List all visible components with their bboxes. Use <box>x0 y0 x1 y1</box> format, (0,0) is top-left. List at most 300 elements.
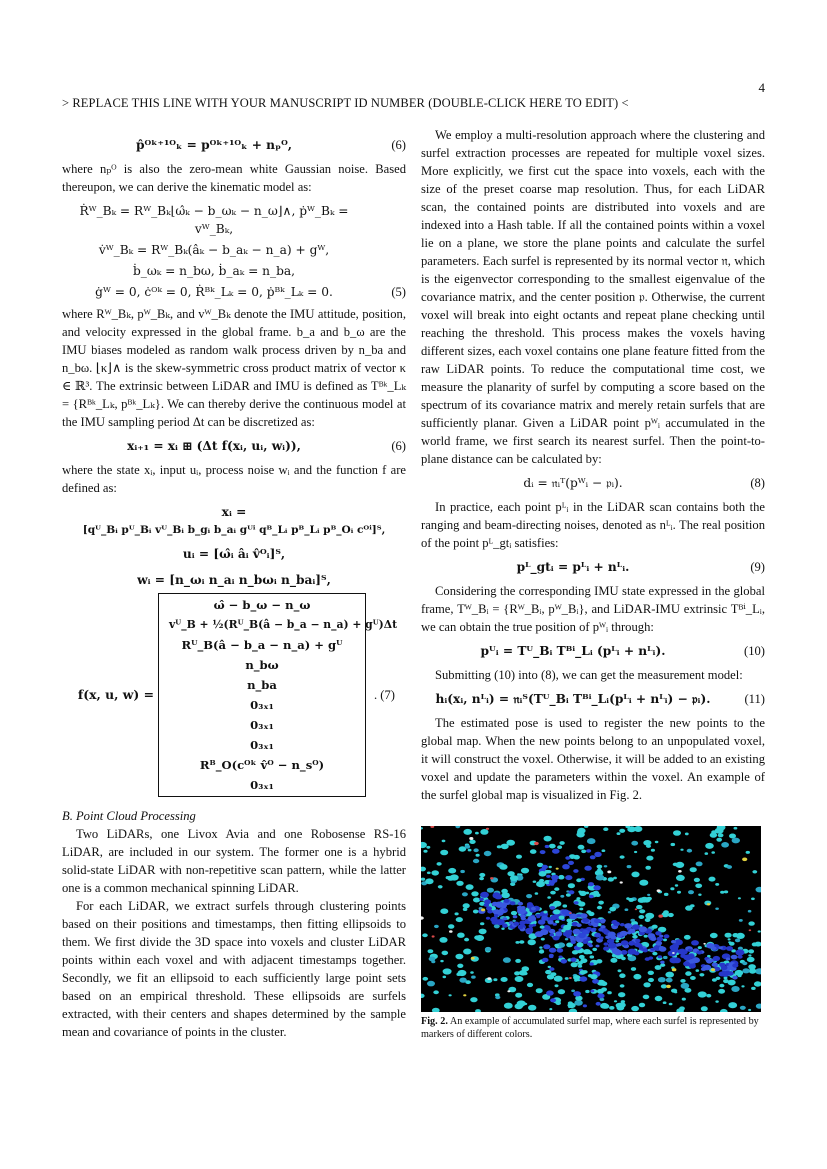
equation-11-expr: hᵢ(xᵢ, nᴸᵢ) = 𝔫ᵢᵀ(Tᵂ_Bᵢ Tᴮⁱ_Lᵢ(pᴸᵢ + nᴸᵢ) − 𝔭ᵢ). <box>435 692 711 706</box>
surfel-marker <box>728 1002 737 1008</box>
matrix-row: 0₃ₓ₁ <box>250 738 274 752</box>
surfel-marker <box>639 915 645 919</box>
process-function-rows <box>158 593 398 797</box>
surfel-marker <box>663 939 667 942</box>
surfel-marker <box>468 849 472 852</box>
surfel-marker <box>612 948 620 954</box>
surfel-marker <box>603 946 609 950</box>
equation-9-number: (9) <box>750 560 765 574</box>
surfel-marker <box>600 1003 608 1009</box>
surfel-marker <box>726 958 730 961</box>
surfel-marker <box>550 933 555 936</box>
surfel-marker <box>711 968 715 971</box>
surfel-marker <box>469 837 473 840</box>
equation-6b-expr: xᵢ₊₁ = xᵢ ⊞ (Δt f(xᵢ, uᵢ, wᵢ)), <box>127 439 301 453</box>
surfel-marker <box>620 881 623 883</box>
surfel-marker <box>573 975 580 980</box>
surfel-marker <box>675 884 678 886</box>
surfel-marker <box>618 992 625 997</box>
surfel-marker <box>589 895 594 898</box>
page-number: 4 <box>758 80 765 95</box>
surfel-marker <box>463 829 472 835</box>
surfel-marker <box>609 1006 614 1010</box>
surfel-marker <box>484 851 492 856</box>
surfel-marker <box>685 971 691 976</box>
surfel-marker <box>588 912 594 916</box>
surfel-marker <box>738 970 741 972</box>
surfel-marker <box>549 880 555 884</box>
surfel-marker <box>602 849 606 852</box>
surfel-marker <box>588 882 594 886</box>
surfel-marker <box>427 872 431 875</box>
surfel-marker <box>464 938 469 942</box>
surfel-marker <box>701 1006 708 1011</box>
surfel-marker <box>655 996 663 1001</box>
surfel-marker <box>748 1009 751 1011</box>
surfel-marker <box>698 946 702 949</box>
surfel-marker <box>634 951 640 955</box>
surfel-marker <box>669 1003 673 1006</box>
surfel-marker <box>634 826 642 832</box>
equation-9-expr: pᴸ_gtᵢ = pᴸᵢ + nᴸᵢ. <box>516 560 630 574</box>
surfel-marker <box>681 983 690 989</box>
surfel-marker <box>619 973 625 978</box>
surfel-marker <box>449 930 453 933</box>
surfel-marker <box>471 976 476 979</box>
surfel-marker <box>643 840 651 846</box>
surfel-map-figure <box>421 826 761 1012</box>
surfel-marker <box>710 833 717 838</box>
surfel-marker <box>578 845 585 850</box>
figure-caption <box>421 1015 767 1041</box>
surfel-marker <box>752 870 757 873</box>
surfel-marker <box>652 925 658 929</box>
surfel-marker <box>630 919 635 922</box>
paragraph-surfel-extraction: For each LiDAR, we extract surfels through clustering points based on their positions and timestamps, then fitting ellipsoids to them. We first divide the 3D space into voxels and cluster LiDAR points within each voxel and with adjacent timestamps together. Secondly, we fit an ellipsoid to each sufficiently large point sets based on an empirical threshold. These ellipsoids are surfels extracted, with their centers and shapes determined by the sample mean and covariance of points in the cluster. <box>62 899 406 1039</box>
surfel-marker <box>688 954 693 957</box>
surfel-marker <box>631 841 638 846</box>
input-vector: uᵢ = [ω̂ᵢ âᵢ v̂ᴼᵢ]ᵀ, <box>182 547 286 561</box>
surfel-marker <box>540 925 545 928</box>
surfel-marker <box>463 949 471 955</box>
surfel-marker <box>580 976 588 981</box>
surfel-marker <box>619 829 625 833</box>
surfel-marker <box>608 877 614 881</box>
surfel-marker <box>754 981 761 986</box>
state-vector-lhs: xᵢ = <box>221 505 247 519</box>
surfel-marker <box>439 937 447 943</box>
surfel-marker <box>655 941 662 946</box>
surfel-marker <box>565 875 572 880</box>
surfel-marker <box>481 908 485 911</box>
surfel-marker <box>674 991 677 993</box>
surfel-marker <box>682 998 686 1001</box>
surfel-marker <box>577 828 585 834</box>
surfel-marker <box>728 941 731 943</box>
surfel-marker <box>553 923 557 926</box>
equation-5-line-4: ġᵂ = 0, ċᴼᵏ = 0, Ṙᴮᵏ_Lₖ = 0, ṗᴮᵏ_Lₖ = 0. <box>95 285 333 299</box>
surfel-marker <box>556 868 559 870</box>
surfel-marker <box>680 1008 683 1010</box>
equation-9 <box>421 558 765 576</box>
surfel-marker <box>432 935 435 937</box>
surfel-marker <box>707 903 710 905</box>
equation-5-line-1: Ṙᵂ_Bₖ = Rᵂ_Bₖ⌊ω̂ₖ − b_ωₖ − n_ω⌋∧, ṗᵂ_Bₖ = vᵂ_Bₖ, <box>79 204 349 236</box>
surfel-marker <box>554 944 559 947</box>
surfel-marker <box>479 877 484 880</box>
surfel-marker <box>691 940 699 945</box>
surfel-marker <box>715 883 719 886</box>
surfel-marker <box>577 942 584 947</box>
matrix-row: Rᵂ_B(â − b_a − n_a) + gᵂ <box>181 638 343 652</box>
surfel-marker <box>620 984 625 987</box>
section-heading: B. Point Cloud Processing <box>62 809 196 823</box>
surfel-marker <box>501 977 508 982</box>
surfel-marker <box>604 865 608 867</box>
surfel-marker <box>716 838 722 842</box>
surfel-marker <box>553 936 560 941</box>
surfel-marker <box>576 897 580 900</box>
surfel-marker <box>427 981 435 987</box>
surfel-marker <box>515 1003 523 1009</box>
surfel-marker <box>565 856 570 859</box>
surfel-marker <box>560 895 564 898</box>
surfel-marker <box>592 979 599 984</box>
surfel-marker <box>583 1004 587 1007</box>
equation-5-number: (5) <box>391 285 406 299</box>
surfel-marker <box>486 828 489 830</box>
surfel-marker <box>727 971 733 976</box>
surfel-marker <box>625 908 629 911</box>
equation-6a <box>62 136 406 154</box>
surfel-marker <box>620 931 628 936</box>
surfel-marker <box>555 920 559 923</box>
surfel-marker <box>504 899 510 903</box>
surfel-marker <box>584 866 591 871</box>
surfel-marker <box>485 947 491 951</box>
surfel-marker <box>741 985 744 987</box>
surfel-marker <box>620 923 625 926</box>
surfel-marker <box>490 917 498 922</box>
surfel-marker <box>462 892 468 896</box>
surfel-marker <box>632 935 638 939</box>
surfel-marker <box>577 961 583 965</box>
surfel-marker <box>723 979 729 983</box>
surfel-marker <box>719 984 724 988</box>
surfel-marker <box>550 998 556 1002</box>
surfel-marker <box>580 913 587 918</box>
surfel-marker <box>425 878 433 884</box>
surfel-marker <box>758 930 761 932</box>
surfel-marker <box>594 933 601 938</box>
surfel-marker <box>604 942 609 945</box>
surfel-marker <box>590 990 594 993</box>
surfel-marker <box>659 946 667 951</box>
surfel-marker <box>519 921 526 926</box>
surfel-marker <box>748 921 754 925</box>
surfel-marker <box>666 978 673 983</box>
surfel-marker <box>421 827 423 829</box>
surfel-marker <box>579 891 586 896</box>
surfel-marker <box>671 843 676 846</box>
surfel-marker <box>536 988 543 993</box>
surfel-marker <box>549 844 556 849</box>
surfel-marker <box>672 968 677 971</box>
surfel-marker <box>665 972 674 978</box>
surfel-marker <box>469 840 475 844</box>
surfel-marker <box>748 954 751 956</box>
surfel-marker <box>631 967 636 971</box>
surfel-marker <box>644 935 648 938</box>
surfel-marker <box>563 904 568 907</box>
surfel-marker <box>541 938 545 941</box>
surfel-marker <box>725 933 732 938</box>
surfel-marker <box>510 901 516 905</box>
paragraph-registration: The estimated pose is used to register the new points to the global map. When the new points belong to an unpopulated voxel, it will construct the voxel. Otherwise, it will be added to an existing voxel and update the parameters within the voxel. An example of the surfel global map is visualized in Fig. 2. <box>421 716 765 802</box>
surfel-marker <box>594 919 601 924</box>
surfel-marker <box>756 1004 761 1009</box>
surfel-marker <box>568 883 575 888</box>
surfel-marker <box>734 827 738 830</box>
surfel-marker <box>501 928 504 930</box>
surfel-marker <box>749 968 757 973</box>
surfel-marker <box>528 1005 536 1011</box>
surfel-marker <box>578 901 586 906</box>
surfel-marker <box>504 1003 513 1009</box>
surfel-marker <box>607 939 614 944</box>
surfel-marker <box>473 910 479 914</box>
equation-6b-number: (6) <box>391 439 406 453</box>
surfel-marker <box>726 946 733 951</box>
surfel-marker <box>476 935 485 941</box>
surfel-marker <box>463 994 466 996</box>
surfel-marker <box>748 949 754 953</box>
surfel-marker <box>543 911 547 914</box>
surfel-marker <box>549 866 552 868</box>
equation-10 <box>421 642 765 660</box>
surfel-marker <box>443 968 452 974</box>
surfel-marker <box>586 849 591 853</box>
surfel-marker <box>639 1003 645 1008</box>
equation-10-expr: pᵂᵢ = Tᵂ_Bᵢ Tᴮⁱ_Lᵢ (pᴸᵢ + nᴸᵢ). <box>480 644 666 658</box>
surfel-marker <box>514 922 520 926</box>
surfel-marker <box>720 891 724 894</box>
surfel-marker <box>672 952 675 954</box>
surfel-marker <box>535 892 539 895</box>
surfel-marker <box>634 942 641 947</box>
surfel-marker <box>571 962 578 967</box>
manuscript-header: > REPLACE THIS LINE WITH YOUR MANUSCRIPT ID NUMBER (DOUBLE-CLICK HERE TO EDIT) < <box>62 96 629 110</box>
surfel-marker <box>689 959 695 964</box>
surfel-marker <box>494 914 499 917</box>
surfel-marker <box>502 924 508 928</box>
surfel-marker <box>561 929 565 932</box>
surfel-marker <box>551 875 559 880</box>
surfel-marker <box>459 978 466 983</box>
surfel-marker <box>621 940 628 945</box>
surfel-marker <box>594 960 598 963</box>
paragraph-noise-model: In practice, each point pᴸᵢ in the LiDAR scan contains both the ranging and beam-directing noises, denoted as nᴸᵢ. The real position of the point pᴸ_gtᵢ satisfies: <box>421 500 765 550</box>
surfel-marker <box>698 991 707 997</box>
process-function-lhs: f(x, u, w) = <box>77 687 154 702</box>
surfel-marker <box>705 843 714 849</box>
surfel-marker <box>635 908 638 910</box>
surfel-marker <box>557 845 562 849</box>
surfel-marker <box>658 955 662 958</box>
surfel-marker <box>542 958 549 963</box>
surfel-marker <box>696 862 703 867</box>
surfel-marker <box>636 931 640 934</box>
surfel-marker <box>715 828 724 834</box>
surfel-marker <box>448 924 454 929</box>
surfel-marker <box>728 938 731 940</box>
surfel-marker <box>552 849 560 854</box>
figure-caption-text: An example of accumulated surfel map, where each surfel is represented by markers of different colors. <box>421 1016 759 1040</box>
surfel-marker <box>724 977 728 980</box>
surfel-marker <box>598 901 604 905</box>
surfel-marker <box>651 849 655 852</box>
surfel-marker <box>658 977 666 982</box>
surfel-marker <box>639 909 645 913</box>
surfel-marker <box>592 928 597 931</box>
surfel-marker <box>421 842 427 848</box>
surfel-marker <box>440 908 448 914</box>
surfel-marker <box>507 990 510 992</box>
surfel-marker <box>544 836 552 842</box>
surfel-marker <box>519 940 524 944</box>
surfel-marker <box>709 877 716 882</box>
surfel-marker <box>555 984 559 987</box>
surfel-marker <box>715 908 719 910</box>
surfel-marker <box>479 873 485 877</box>
surfel-marker <box>421 916 424 919</box>
surfel-marker <box>440 960 443 962</box>
surfel-marker <box>643 995 650 1000</box>
surfel-marker <box>646 856 653 861</box>
surfel-marker <box>421 867 426 872</box>
surfel-marker <box>720 1009 728 1012</box>
surfel-marker <box>687 849 692 853</box>
paragraph-imu-state: Considering the corresponding IMU state expressed in the global frame, Tᵂ_Bᵢ = {Rᵂ_Bᵢ, pᵂ_Bᵢ}, and LiDAR-IMU extrinsic Tᴮⁱ_Lᵢ, we can obtain the true position of pᵂᵢ through: <box>421 584 765 634</box>
surfel-marker <box>549 967 554 971</box>
surfel-marker <box>545 845 550 848</box>
surfel-marker <box>603 827 608 831</box>
surfel-marker <box>532 924 536 927</box>
surfel-marker <box>455 954 463 960</box>
surfel-marker <box>565 938 568 940</box>
surfel-marker <box>595 893 601 897</box>
surfel-marker <box>543 944 550 949</box>
surfel-marker <box>449 994 452 996</box>
surfel-marker <box>487 910 493 914</box>
surfel-marker <box>664 934 670 938</box>
surfel-marker <box>493 894 500 899</box>
surfel-marker <box>486 917 490 920</box>
surfel-marker <box>593 885 600 890</box>
surfel-marker <box>579 955 585 959</box>
surfel-marker <box>732 963 738 967</box>
paragraph-state-definition: where the state xᵢ, input uᵢ, process noise wᵢ and the function f are defined as: <box>62 463 406 495</box>
surfel-marker <box>597 993 604 998</box>
surfel-marker <box>559 956 563 959</box>
surfel-marker <box>476 854 480 857</box>
surfel-marker <box>590 955 595 958</box>
surfel-marker <box>495 996 500 1000</box>
surfel-marker <box>539 950 544 954</box>
surfel-marker <box>685 833 689 836</box>
surfel-marker <box>471 957 475 960</box>
surfel-marker <box>756 887 762 893</box>
surfel-marker <box>705 852 709 855</box>
matrix-row: 0₃ₓ₁ <box>250 698 274 712</box>
surfel-marker <box>678 870 682 873</box>
surfel-marker <box>696 969 700 972</box>
surfel-marker <box>516 855 522 859</box>
surfel-marker <box>438 885 443 888</box>
surfel-marker <box>541 929 545 932</box>
surfel-marker <box>746 851 750 854</box>
surfel-marker <box>442 951 449 956</box>
surfel-marker <box>647 894 650 896</box>
surfel-marker <box>519 926 523 929</box>
surfel-marker <box>433 990 439 994</box>
surfel-marker <box>645 866 651 870</box>
surfel-marker <box>422 933 428 937</box>
surfel-marker <box>710 933 718 938</box>
surfel-marker <box>738 897 741 899</box>
surfel-marker <box>624 923 632 929</box>
surfel-marker <box>528 939 536 945</box>
surfel-marker <box>563 933 567 936</box>
surfel-marker <box>524 1003 527 1005</box>
surfel-marker <box>576 923 581 927</box>
surfel-marker <box>528 916 537 922</box>
surfel-marker <box>671 940 676 944</box>
surfel-marker <box>515 941 519 944</box>
surfel-marker <box>658 915 663 918</box>
surfel-marker <box>550 906 556 910</box>
surfel-marker <box>732 976 737 980</box>
matrix-row: n_ba <box>247 678 277 692</box>
surfel-marker <box>549 955 554 958</box>
surfel-marker <box>687 949 692 952</box>
surfel-marker <box>534 842 539 845</box>
surfel-marker <box>587 838 596 844</box>
surfel-marker <box>559 916 565 920</box>
surfel-marker <box>590 855 596 859</box>
surfel-marker <box>442 840 446 843</box>
surfel-marker <box>569 1009 577 1013</box>
surfel-marker <box>639 926 648 932</box>
surfel-marker <box>609 907 616 912</box>
surfel-marker <box>494 909 499 913</box>
surfel-marker <box>675 862 684 868</box>
surfel-marker <box>735 949 744 955</box>
surfel-marker <box>437 862 442 866</box>
surfel-marker <box>519 970 527 976</box>
surfel-marker <box>712 978 717 982</box>
surfel-marker <box>660 961 664 964</box>
surfel-map-image <box>421 826 761 1012</box>
surfel-marker <box>601 987 607 991</box>
surfel-marker <box>495 902 504 908</box>
figure-caption-label: Fig. 2. <box>421 1016 448 1027</box>
surfel-marker <box>631 1006 639 1011</box>
surfel-marker <box>721 971 726 975</box>
surfel-marker <box>703 965 711 971</box>
surfel-marker <box>663 910 669 914</box>
surfel-marker <box>652 952 657 956</box>
